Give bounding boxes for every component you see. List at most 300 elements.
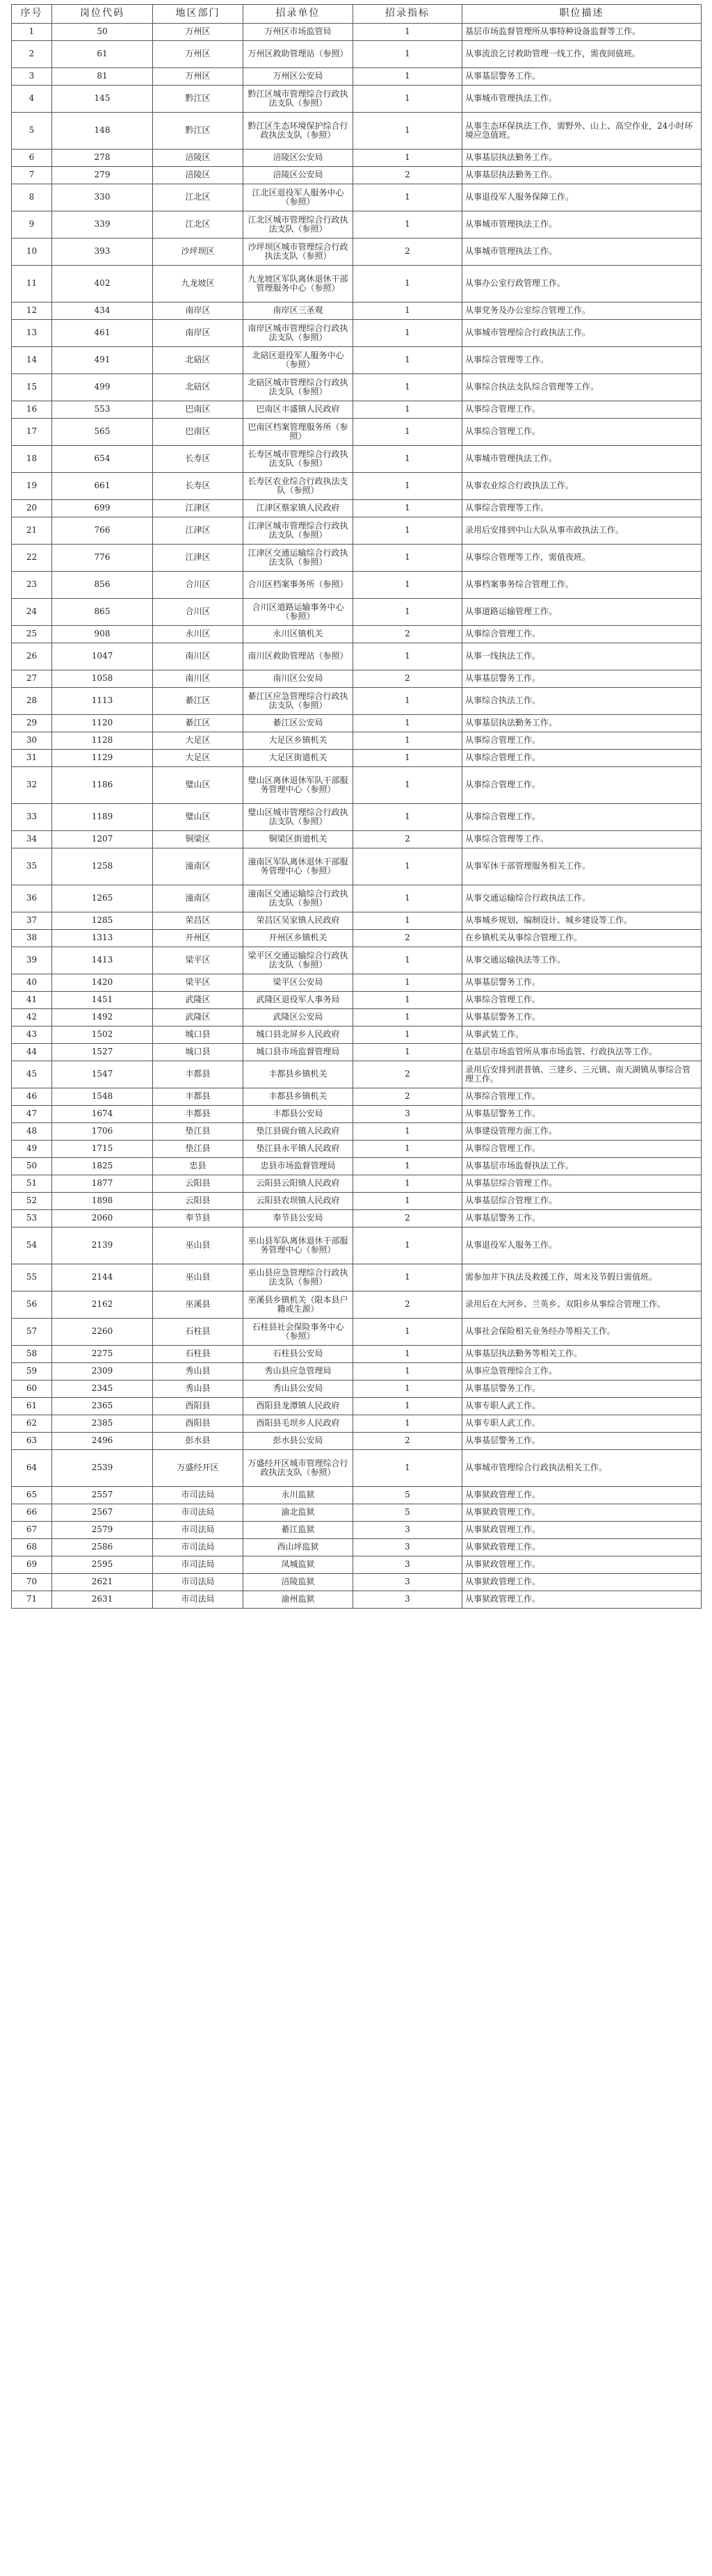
row-region: 城口县 — [153, 1044, 243, 1061]
table-row — [12, 184, 702, 211]
row-region: 万州区 — [153, 24, 243, 41]
row-quota: 2 — [353, 1291, 462, 1319]
row-quota: 1 — [353, 1027, 462, 1044]
row-region: 黔江区 — [153, 86, 243, 113]
row-description: 从事城市管理执法工作。 — [462, 239, 702, 266]
row-seq: 14 — [12, 347, 52, 374]
row-unit: 永川监狱 — [243, 1487, 353, 1504]
table-row — [12, 347, 702, 374]
row-quota: 1 — [353, 303, 462, 320]
row-description: 从事道路运输管理工作。 — [462, 599, 702, 626]
row-position-code: 2365 — [52, 1398, 153, 1415]
row-description: 从事综合管理等工作。 — [462, 500, 702, 517]
row-region: 云阳县 — [153, 1193, 243, 1210]
row-description: 从事基层警务工作。 — [462, 68, 702, 86]
row-description: 从事档案事务综合管理工作。 — [462, 572, 702, 599]
row-unit: 西山坪监狱 — [243, 1539, 353, 1556]
row-position-code: 1120 — [52, 715, 153, 732]
table-row — [12, 1175, 702, 1193]
row-region: 奉节县 — [153, 1210, 243, 1227]
row-quota: 1 — [353, 347, 462, 374]
row-position-code: 2060 — [52, 1210, 153, 1227]
row-description: 录用后安排到中山大队从事市政执法工作。 — [462, 517, 702, 545]
row-quota: 1 — [353, 912, 462, 930]
row-region: 璧山区 — [153, 804, 243, 831]
row-seq: 7 — [12, 167, 52, 184]
row-region: 市司法局 — [153, 1591, 243, 1609]
row-unit: 武隆区公安局 — [243, 1009, 353, 1027]
row-quota: 1 — [353, 545, 462, 572]
table-row — [12, 688, 702, 715]
row-unit: 凤城监狱 — [243, 1556, 353, 1574]
row-position-code: 1420 — [52, 974, 153, 992]
row-unit: 酉阳县毛坝乡人民政府 — [243, 1415, 353, 1433]
row-quota: 1 — [353, 211, 462, 239]
row-region: 长寿区 — [153, 446, 243, 473]
row-position-code: 2309 — [52, 1363, 153, 1380]
row-seq: 11 — [12, 266, 52, 303]
row-position-code: 1825 — [52, 1158, 153, 1175]
row-unit: 万州区市场监管局 — [243, 24, 353, 41]
row-unit: 长寿区农业综合行政执法支队（参照） — [243, 473, 353, 500]
row-seq: 58 — [12, 1346, 52, 1363]
row-quota: 2 — [353, 626, 462, 643]
row-position-code: 2144 — [52, 1264, 153, 1291]
row-unit: 璧山区城市管理综合行政执法支队（参照） — [243, 804, 353, 831]
row-quota: 1 — [353, 1363, 462, 1380]
row-unit: 石柱县公安局 — [243, 1346, 353, 1363]
table-row — [12, 1291, 702, 1319]
row-quota: 2 — [353, 239, 462, 266]
row-position-code: 908 — [52, 626, 153, 643]
row-unit: 合川区档案事务所（参照） — [243, 572, 353, 599]
table-row — [12, 670, 702, 688]
row-region: 石柱县 — [153, 1346, 243, 1363]
row-seq: 45 — [12, 1061, 52, 1088]
table-row — [12, 374, 702, 401]
row-position-code: 2260 — [52, 1319, 153, 1346]
row-seq: 48 — [12, 1123, 52, 1141]
row-unit: 奉节县公安局 — [243, 1210, 353, 1227]
row-description: 从事应急管理综合工作。 — [462, 1363, 702, 1380]
row-description: 从事综合管理工作。 — [462, 804, 702, 831]
row-unit: 大足区乡镇机关 — [243, 732, 353, 750]
row-seq: 42 — [12, 1009, 52, 1027]
table-row — [12, 473, 702, 500]
row-position-code: 654 — [52, 446, 153, 473]
row-seq: 57 — [12, 1319, 52, 1346]
row-quota: 1 — [353, 1346, 462, 1363]
row-seq: 27 — [12, 670, 52, 688]
row-quota: 3 — [353, 1106, 462, 1123]
row-unit: 巫山县军队离休退休干部服务管理中心（参照） — [243, 1227, 353, 1264]
row-description: 从事狱政管理工作。 — [462, 1574, 702, 1591]
row-seq: 69 — [12, 1556, 52, 1574]
row-quota: 2 — [353, 1061, 462, 1088]
table-header-row — [12, 5, 702, 24]
row-quota: 1 — [353, 572, 462, 599]
row-quota: 1 — [353, 473, 462, 500]
row-position-code: 61 — [52, 41, 153, 68]
row-seq: 4 — [12, 86, 52, 113]
table-row — [12, 1363, 702, 1380]
table-row — [12, 715, 702, 732]
row-position-code: 1548 — [52, 1088, 153, 1106]
row-region: 江北区 — [153, 184, 243, 211]
row-position-code: 1898 — [52, 1193, 153, 1210]
table-row — [12, 68, 702, 86]
row-unit: 北碚区城市管理综合行政执法支队（参照） — [243, 374, 353, 401]
row-position-code: 402 — [52, 266, 153, 303]
row-region: 万州区 — [153, 41, 243, 68]
row-description: 从事基层综合管理工作。 — [462, 1193, 702, 1210]
table-row — [12, 1044, 702, 1061]
row-unit: 南川区公安局 — [243, 670, 353, 688]
row-seq: 66 — [12, 1504, 52, 1522]
row-unit: 永川区镇机关 — [243, 626, 353, 643]
row-region: 涪陵区 — [153, 167, 243, 184]
table-row — [12, 732, 702, 750]
row-region: 合川区 — [153, 599, 243, 626]
row-unit: 万州区救助管理站（参照） — [243, 41, 353, 68]
row-quota: 1 — [353, 1415, 462, 1433]
table-row — [12, 1061, 702, 1088]
row-region: 大足区 — [153, 750, 243, 767]
table-row — [12, 167, 702, 184]
row-quota: 1 — [353, 804, 462, 831]
row-quota: 1 — [353, 1123, 462, 1141]
table-row — [12, 1433, 702, 1450]
header-unit: 招录单位 — [243, 5, 353, 24]
table-row — [12, 750, 702, 767]
row-seq: 21 — [12, 517, 52, 545]
row-region: 江津区 — [153, 545, 243, 572]
row-seq: 46 — [12, 1088, 52, 1106]
table-row — [12, 912, 702, 930]
row-seq: 37 — [12, 912, 52, 930]
row-description: 从事综合管理工作。 — [462, 992, 702, 1009]
row-description: 从事交通运输执法等工作。 — [462, 947, 702, 974]
row-unit: 潼南区军队离休退休干部服务管理中心（参照） — [243, 848, 353, 885]
row-position-code: 1527 — [52, 1044, 153, 1061]
row-position-code: 499 — [52, 374, 153, 401]
row-position-code: 2162 — [52, 1291, 153, 1319]
table-row — [12, 1450, 702, 1487]
table-row — [12, 211, 702, 239]
row-unit: 城口县市场监督管理局 — [243, 1044, 353, 1061]
row-region: 梁平区 — [153, 974, 243, 992]
row-seq: 22 — [12, 545, 52, 572]
row-unit: 云阳县云阳镇人民政府 — [243, 1175, 353, 1193]
row-description: 从事城市管理执法工作。 — [462, 446, 702, 473]
row-unit: 垫江县砚台镇人民政府 — [243, 1123, 353, 1141]
row-description: 从事基层警务工作。 — [462, 974, 702, 992]
row-region: 市司法局 — [153, 1556, 243, 1574]
row-region: 垫江县 — [153, 1123, 243, 1141]
row-unit: 涪陵监狱 — [243, 1574, 353, 1591]
row-description: 从事狱政管理工作。 — [462, 1591, 702, 1609]
row-unit: 彭水县公安局 — [243, 1433, 353, 1450]
row-seq: 33 — [12, 804, 52, 831]
row-position-code: 330 — [52, 184, 153, 211]
row-quota: 1 — [353, 517, 462, 545]
row-quota: 3 — [353, 1574, 462, 1591]
table-row — [12, 1123, 702, 1141]
row-quota: 3 — [353, 1522, 462, 1539]
table-row — [12, 41, 702, 68]
table-row — [12, 150, 702, 167]
table-row — [12, 303, 702, 320]
row-quota: 1 — [353, 599, 462, 626]
row-seq: 64 — [12, 1450, 52, 1487]
row-quota: 1 — [353, 500, 462, 517]
row-unit: 武隆区退役军人事务局 — [243, 992, 353, 1009]
row-quota: 1 — [353, 401, 462, 419]
row-description: 从事基层警务工作。 — [462, 1106, 702, 1123]
row-position-code: 461 — [52, 320, 153, 347]
row-position-code: 1285 — [52, 912, 153, 930]
row-position-code: 1547 — [52, 1061, 153, 1088]
row-position-code: 661 — [52, 473, 153, 500]
row-quota: 1 — [353, 86, 462, 113]
header-region: 地区部门 — [153, 5, 243, 24]
row-quota: 3 — [353, 1539, 462, 1556]
row-quota: 1 — [353, 1319, 462, 1346]
row-description: 从事武装工作。 — [462, 1027, 702, 1044]
row-quota: 1 — [353, 715, 462, 732]
row-position-code: 2496 — [52, 1433, 153, 1450]
row-quota: 2 — [353, 1210, 462, 1227]
row-seq: 41 — [12, 992, 52, 1009]
row-seq: 18 — [12, 446, 52, 473]
row-unit: 万州区公安局 — [243, 68, 353, 86]
row-quota: 1 — [353, 1398, 462, 1415]
row-position-code: 1058 — [52, 670, 153, 688]
table-row — [12, 446, 702, 473]
row-description: 从事综合管理等工作，需值夜班。 — [462, 545, 702, 572]
row-region: 万州区 — [153, 68, 243, 86]
row-quota: 3 — [353, 1556, 462, 1574]
row-description: 从事专职人武工作。 — [462, 1415, 702, 1433]
row-position-code: 1413 — [52, 947, 153, 974]
row-seq: 47 — [12, 1106, 52, 1123]
row-unit: 九龙坡区军队离休退休干部管理服务中心（参照） — [243, 266, 353, 303]
table-row — [12, 266, 702, 303]
row-region: 南岸区 — [153, 320, 243, 347]
row-unit: 万盛经开区城市管理综合行政执法支队（参照） — [243, 1450, 353, 1487]
row-position-code: 1186 — [52, 767, 153, 804]
row-quota: 1 — [353, 1227, 462, 1264]
row-quota: 1 — [353, 750, 462, 767]
row-description: 从事狱政管理工作。 — [462, 1522, 702, 1539]
row-region: 市司法局 — [153, 1522, 243, 1539]
row-description: 从事退役军人服务保障工作。 — [462, 184, 702, 211]
row-description: 从事基层警务工作。 — [462, 1433, 702, 1450]
row-quota: 1 — [353, 947, 462, 974]
row-description: 从事狱政管理工作。 — [462, 1556, 702, 1574]
row-description: 从事基层警务工作。 — [462, 1009, 702, 1027]
row-description: 从事一线执法工作。 — [462, 643, 702, 670]
row-unit: 长寿区城市管理综合行政执法支队（参照） — [243, 446, 353, 473]
row-description: 从事综合执法工作。 — [462, 688, 702, 715]
row-seq: 39 — [12, 947, 52, 974]
row-region: 秀山县 — [153, 1363, 243, 1380]
table-row — [12, 1522, 702, 1539]
row-position-code: 148 — [52, 113, 153, 150]
row-unit: 垫江县永平镇人民政府 — [243, 1141, 353, 1158]
row-region: 酉阳县 — [153, 1415, 243, 1433]
row-description: 从事退役军人服务工作。 — [462, 1227, 702, 1264]
header-position-code: 岗位代码 — [52, 5, 153, 24]
row-unit: 潼南区交通运输综合行政执法支队（参照） — [243, 885, 353, 912]
table-row — [12, 1264, 702, 1291]
table-row — [12, 1539, 702, 1556]
row-seq: 12 — [12, 303, 52, 320]
row-description: 从事综合管理工作。 — [462, 626, 702, 643]
table-row — [12, 1193, 702, 1210]
row-unit: 黔江区城市管理综合行政执法支队（参照） — [243, 86, 353, 113]
table-row — [12, 517, 702, 545]
row-position-code: 2595 — [52, 1556, 153, 1574]
row-position-code: 1265 — [52, 885, 153, 912]
row-seq: 13 — [12, 320, 52, 347]
row-unit: 秀山县公安局 — [243, 1380, 353, 1398]
row-description: 从事基层执法勤务工作。 — [462, 150, 702, 167]
row-region: 忠县 — [153, 1158, 243, 1175]
row-region: 市司法局 — [153, 1574, 243, 1591]
row-quota: 1 — [353, 184, 462, 211]
row-description: 录用后在大河乡、兰英乡、双阳乡从事综合管理工作。 — [462, 1291, 702, 1319]
row-description: 从事专职人武工作。 — [462, 1398, 702, 1415]
row-description: 从事综合管理等工作。 — [462, 347, 702, 374]
row-description: 从事综合管理工作。 — [462, 419, 702, 446]
table-body — [12, 24, 702, 1609]
row-region: 南川区 — [153, 643, 243, 670]
row-position-code: 491 — [52, 347, 153, 374]
row-region: 永川区 — [153, 626, 243, 643]
row-quota: 2 — [353, 167, 462, 184]
table-row — [12, 1141, 702, 1158]
row-region: 云阳县 — [153, 1175, 243, 1193]
row-description: 从事基层执法勤务工作。 — [462, 715, 702, 732]
row-quota: 1 — [353, 848, 462, 885]
row-description: 从事基层综合管理工作。 — [462, 1175, 702, 1193]
row-position-code: 565 — [52, 419, 153, 446]
row-unit: 石柱县社会保险事务中心（参照） — [243, 1319, 353, 1346]
row-seq: 65 — [12, 1487, 52, 1504]
row-description: 从事城市管理执法工作。 — [462, 86, 702, 113]
table-row — [12, 1088, 702, 1106]
row-description: 从事综合执法支队综合管理等工作。 — [462, 374, 702, 401]
row-quota: 1 — [353, 732, 462, 750]
row-quota: 2 — [353, 1433, 462, 1450]
row-region: 丰都县 — [153, 1061, 243, 1088]
row-description: 从事综合管理工作。 — [462, 732, 702, 750]
row-description: 从事交通运输综合行政执法工作。 — [462, 885, 702, 912]
table-row — [12, 1227, 702, 1264]
row-seq: 5 — [12, 113, 52, 150]
row-quota: 1 — [353, 992, 462, 1009]
row-position-code: 339 — [52, 211, 153, 239]
row-region: 荣昌区 — [153, 912, 243, 930]
row-seq: 68 — [12, 1539, 52, 1556]
row-unit: 沙坪坝区城市管理综合行政执法支队（参照） — [243, 239, 353, 266]
row-seq: 61 — [12, 1398, 52, 1415]
row-quota: 1 — [353, 643, 462, 670]
row-description: 从事流浪乞讨救助管理一线工作，需夜间值班。 — [462, 41, 702, 68]
row-region: 潼南区 — [153, 848, 243, 885]
row-position-code: 2557 — [52, 1487, 153, 1504]
row-region: 九龙坡区 — [153, 266, 243, 303]
row-region: 彭水县 — [153, 1433, 243, 1450]
row-region: 开州区 — [153, 930, 243, 947]
table-row — [12, 848, 702, 885]
row-quota: 1 — [353, 1009, 462, 1027]
row-region: 綦江区 — [153, 715, 243, 732]
table-row — [12, 320, 702, 347]
table-row — [12, 239, 702, 266]
row-seq: 10 — [12, 239, 52, 266]
row-description: 从事城市管理执法工作。 — [462, 211, 702, 239]
row-seq: 16 — [12, 401, 52, 419]
row-description: 从事办公室行政管理工作。 — [462, 266, 702, 303]
row-unit: 涪陵区公安局 — [243, 167, 353, 184]
row-description: 从事生态环保执法工作，需野外、山上、高空作业，24小时环境应急值班。 — [462, 113, 702, 150]
table-row — [12, 1027, 702, 1044]
table-row — [12, 1346, 702, 1363]
row-seq: 59 — [12, 1363, 52, 1380]
table-row — [12, 1158, 702, 1175]
row-seq: 1 — [12, 24, 52, 41]
row-quota: 1 — [353, 374, 462, 401]
row-quota: 2 — [353, 670, 462, 688]
row-position-code: 393 — [52, 239, 153, 266]
table-row — [12, 545, 702, 572]
row-description: 录用后安排到湛普镇、三建乡、三元镇、南天湖镇从事综合管理工作。 — [462, 1061, 702, 1088]
row-description: 从事基层警务工作。 — [462, 1380, 702, 1398]
row-region: 丰都县 — [153, 1106, 243, 1123]
row-position-code: 1706 — [52, 1123, 153, 1141]
row-unit: 荣昌区吴家镇人民政府 — [243, 912, 353, 930]
row-unit: 北碚区退役军人服务中心（参照） — [243, 347, 353, 374]
row-quota: 3 — [353, 1591, 462, 1609]
row-position-code: 279 — [52, 167, 153, 184]
row-region: 北碚区 — [153, 347, 243, 374]
row-quota: 5 — [353, 1504, 462, 1522]
row-position-code: 1877 — [52, 1175, 153, 1193]
row-quota: 1 — [353, 1193, 462, 1210]
header-description: 职位描述 — [462, 5, 702, 24]
row-position-code: 553 — [52, 401, 153, 419]
row-unit: 大足区街道机关 — [243, 750, 353, 767]
row-region: 黔江区 — [153, 113, 243, 150]
table-row — [12, 974, 702, 992]
row-quota: 1 — [353, 419, 462, 446]
table-row — [12, 1556, 702, 1574]
row-quota: 1 — [353, 1044, 462, 1061]
row-seq: 30 — [12, 732, 52, 750]
row-unit: 渝北监狱 — [243, 1504, 353, 1522]
row-seq: 2 — [12, 41, 52, 68]
row-quota: 1 — [353, 446, 462, 473]
row-unit: 城口县北屏乡人民政府 — [243, 1027, 353, 1044]
row-position-code: 1113 — [52, 688, 153, 715]
table-row — [12, 500, 702, 517]
row-seq: 43 — [12, 1027, 52, 1044]
row-seq: 6 — [12, 150, 52, 167]
row-quota: 1 — [353, 1380, 462, 1398]
row-seq: 25 — [12, 626, 52, 643]
